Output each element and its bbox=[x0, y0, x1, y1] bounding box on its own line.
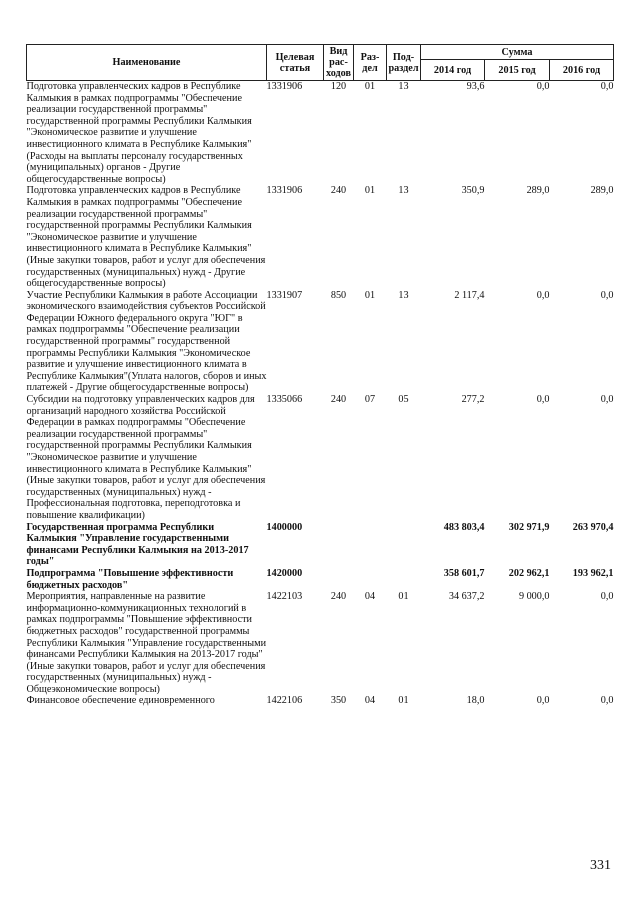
row-section: 04 bbox=[364, 591, 376, 603]
row-sum-2015: 289,0 bbox=[526, 185, 550, 197]
row-sum-2015: 9 000,0 bbox=[518, 591, 550, 603]
row-section: 01 bbox=[364, 289, 376, 301]
row-expense-type: 240 bbox=[330, 591, 347, 603]
row-expense-type: 240 bbox=[330, 185, 347, 197]
row-subsection bbox=[387, 522, 421, 568]
header-year-2014: 2014 год bbox=[421, 60, 485, 81]
header-expense-type: Вид рас- ходов bbox=[324, 45, 354, 81]
row-name: Участие Республики Калмыкия в работе Ассоциации экономического взаимодействия субъектов Российской Федерации Южного федерального округа "ЮГ" в рамках подпрограммы "Обеспечение реализации государственной программы" государственной программы Республики Калмыкия "Экономическое развитие и улучшение инвестиционного климата в Республике Калмыкия"(Уплата налогов, сборов и иных платежей - Другие общегосударственные вопросы) bbox=[26, 289, 267, 394]
row-sum-2015: 0,0 bbox=[536, 289, 550, 301]
row-target-article: 1422106 bbox=[266, 695, 303, 707]
row-subsection: 13 bbox=[398, 289, 409, 301]
table-header bbox=[27, 45, 614, 81]
row-sum-2014: 350,9 bbox=[461, 185, 485, 197]
row-name: Мероприятия, направленные на развитие информационно-коммуникационных технологий в рамках подпрограммы "Повышение эффективности бюджетных расходов" государственной программы Республики Калмыкия "Управление государственными финансами Республики Калмыкия на 2013-2017 годы"(Иные закупки товаров, работ и услуг для обеспечения государственных (муниципальных) нужд - Общеэкономические вопросы) bbox=[26, 591, 267, 695]
row-subsection: 13 bbox=[398, 185, 409, 197]
row-target-article: 1422103 bbox=[266, 591, 303, 603]
header-sum: Сумма bbox=[421, 45, 614, 60]
row-expense-type: 120 bbox=[330, 81, 347, 92]
row-sum-2014: 93,6 bbox=[466, 81, 485, 92]
row-expense-type bbox=[324, 522, 354, 568]
row-section: 04 bbox=[364, 695, 376, 707]
row-section bbox=[354, 522, 387, 568]
row-sum-2015: 302 971,9 bbox=[508, 521, 550, 533]
row-sum-2014: 2 117,4 bbox=[454, 289, 485, 301]
table-row bbox=[27, 522, 614, 568]
table-row bbox=[27, 695, 614, 707]
table-row bbox=[27, 568, 614, 591]
row-name: Финансовое обеспечение единовременного bbox=[26, 695, 215, 707]
header-year-2015: 2015 год bbox=[485, 60, 550, 81]
header-section: Раз- дел bbox=[354, 45, 387, 81]
row-sum-2014: 358 601,7 bbox=[443, 567, 485, 579]
row-name: Государственная программа Республики Калмыкия "Управление государственными финансами Республики Калмыкия на 2013-2017 годы" bbox=[26, 521, 249, 568]
row-sum-2014: 18,0 bbox=[466, 695, 485, 707]
row-sum-2015: 0,0 bbox=[536, 695, 550, 707]
row-sum-2014: 483 803,4 bbox=[443, 521, 485, 533]
row-section: 07 bbox=[364, 394, 376, 406]
row-target-article: 1331906 bbox=[266, 81, 303, 92]
row-sum-2015: 202 962,1 bbox=[508, 567, 550, 579]
header-name: Наименование bbox=[27, 45, 267, 81]
table-body bbox=[27, 81, 614, 708]
row-section: 01 bbox=[364, 185, 376, 197]
table-row bbox=[27, 185, 614, 289]
row-sum-2016: 193 962,1 bbox=[572, 567, 614, 579]
row-sum-2015: 0,0 bbox=[536, 81, 550, 92]
row-sum-2015: 0,0 bbox=[536, 394, 550, 406]
row-name: Подготовка управленческих кадров в Республике Калмыкия в рамках подпрограммы "Обеспечение реализации государственной программы" государственной программы Республики Калмыкия "Экономическое развитие и улучшение инвестиционного климата в Республике Калмыкия"(Иные закупки товаров, работ и услуг для обеспечения государственных (муниципальных) нужд - Другие общегосударственные вопросы) bbox=[26, 185, 266, 290]
row-target-article: 1420000 bbox=[266, 567, 303, 579]
row-target-article: 1331906 bbox=[266, 185, 303, 197]
row-subsection: 13 bbox=[398, 81, 409, 92]
row-sum-2016: 263 970,4 bbox=[572, 521, 614, 533]
row-sum-2016: 0,0 bbox=[600, 81, 614, 92]
table-row bbox=[27, 394, 614, 522]
row-sum-2014: 34 637,2 bbox=[448, 591, 485, 603]
header-target-article: Целевая статья bbox=[267, 45, 324, 81]
row-name: Подготовка управленческих кадров в Республике Калмыкия в рамках подпрограммы "Обеспечение реализации государственной программы" государственной программы Республики Калмыкия "Экономическое развитие и улучшение инвестиционного климата в Республике Калмыкия"(Расходы на выплаты персоналу государственных (муниципальных) органов - Другие общегосударственные вопросы) bbox=[26, 81, 252, 185]
row-target-article: 1400000 bbox=[266, 521, 303, 533]
row-name: Подпрограмма "Повышение эффективности бюджетных расходов" bbox=[26, 567, 234, 591]
row-expense-type: 850 bbox=[330, 289, 347, 301]
row-sum-2016: 0,0 bbox=[600, 591, 614, 603]
header-subsection: Под- раздел bbox=[387, 45, 421, 81]
table-row bbox=[27, 591, 614, 695]
row-expense-type bbox=[324, 568, 354, 591]
row-subsection bbox=[387, 568, 421, 591]
table-row bbox=[27, 81, 614, 186]
row-subsection: 01 bbox=[398, 591, 409, 603]
row-section: 01 bbox=[364, 81, 376, 92]
row-expense-type: 350 bbox=[330, 695, 347, 707]
row-sum-2014: 277,2 bbox=[461, 394, 485, 406]
row-subsection: 05 bbox=[398, 394, 409, 406]
budget-table bbox=[26, 44, 614, 707]
row-target-article: 1331907 bbox=[266, 289, 303, 301]
page-number: 331 bbox=[590, 858, 611, 873]
row-sum-2016: 0,0 bbox=[600, 289, 614, 301]
row-sum-2016: 289,0 bbox=[590, 185, 614, 197]
row-name: Субсидии на подготовку управленческих кадров для организаций народного хозяйства Российской Федерации в рамках подпрограммы "Обеспечение реализации государственной программы" государственной программы Республики Калмыкия "Экономическое развитие и улучшение инвестиционного климата в Республике Калмыкия"(Иные закупки товаров, работ и услуг для обеспечения государственных (муниципальных) нужд - Профессиональная подготовка, переподготовка и повышение квалификации) bbox=[26, 394, 266, 521]
table-row bbox=[27, 290, 614, 394]
row-expense-type: 240 bbox=[330, 394, 347, 406]
row-sum-2016: 0,0 bbox=[600, 394, 614, 406]
row-sum-2016: 0,0 bbox=[600, 695, 614, 707]
row-subsection: 01 bbox=[398, 695, 409, 707]
row-target-article: 1335066 bbox=[266, 394, 303, 406]
header-year-2016: 2016 год bbox=[550, 60, 614, 81]
row-section bbox=[354, 568, 387, 591]
